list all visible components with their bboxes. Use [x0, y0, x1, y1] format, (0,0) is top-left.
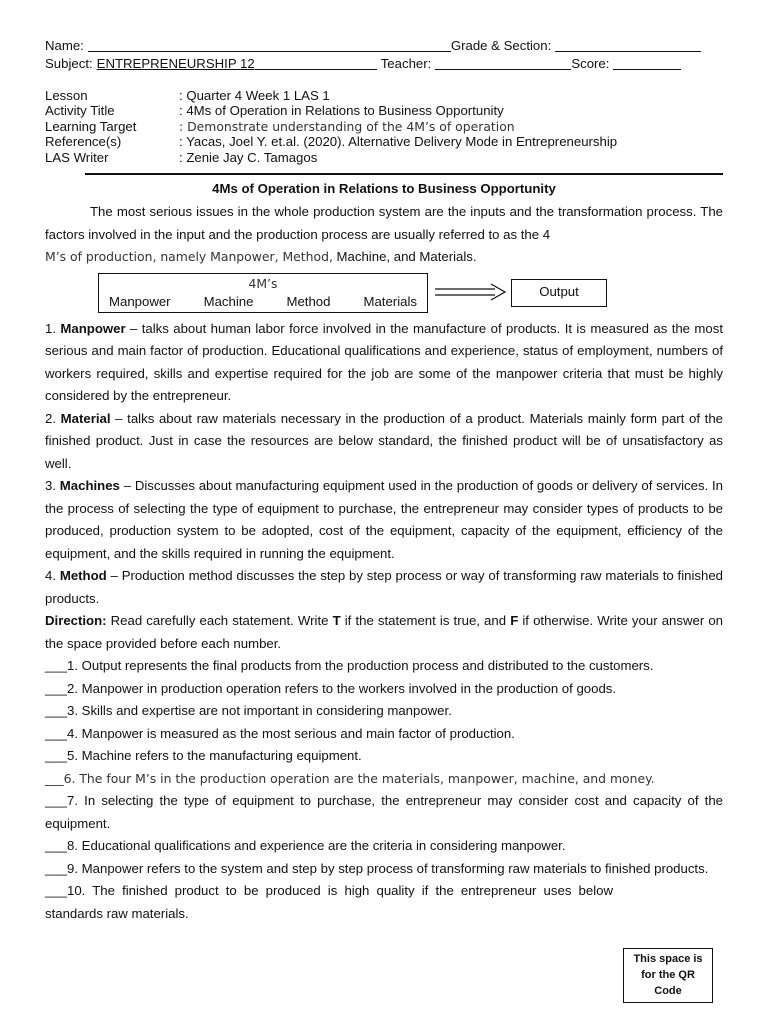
qr-note-line: for the QR: [641, 969, 695, 981]
teacher-blank[interactable]: [435, 56, 571, 70]
meta-row: [45, 119, 723, 134]
four-ms-items: [109, 294, 417, 309]
intro-text: The most serious issues in the whole production system are the inputs and the transformation process. The factors involved in the input and the production process are usually referred to as the 4: [45, 204, 723, 242]
diagram-item: Machine: [203, 293, 254, 309]
name-label: Name:: [45, 38, 84, 53]
direction-label: Direction:: [45, 613, 107, 629]
quiz-item: ___9. Manpower refers to the system and step by step process of transforming raw materials to finished products.: [45, 860, 709, 876]
header-row-name: [45, 38, 723, 54]
lesson-meta: [45, 88, 723, 165]
meta-key: Learning Target: [45, 118, 137, 134]
output-box: Output: [511, 279, 607, 307]
factor-term: Method: [59, 568, 107, 584]
factor-number: 2.: [45, 410, 56, 426]
double-arrow-icon: [435, 282, 507, 302]
intro-paragraph: [45, 201, 723, 269]
divider-rule: [85, 173, 723, 175]
direction-text: if the statement is true, and: [340, 613, 511, 629]
meta-value: : Yacas, Joel Y. et.al. (2020). Alternative Delivery Mode in Entrepreneurship: [179, 134, 618, 150]
false-letter: F: [510, 613, 519, 629]
factor-machines: [45, 475, 723, 565]
quiz-item: ___5. Machine refers to the manufacturing equipment.: [45, 748, 362, 764]
subject-value: ENTREPRENEURSHIP 12: [96, 56, 255, 71]
score-label: Score:: [571, 56, 610, 71]
qr-code-placeholder: [623, 948, 713, 1003]
factor-manpower: [45, 318, 723, 408]
meta-key: Reference(s): [45, 134, 122, 150]
meta-value: : Zenie Jay C. Tamagos: [179, 149, 318, 165]
qr-note-line: This space is: [633, 953, 703, 965]
meta-value: : Quarter 4 Week 1 LAS 1: [179, 88, 330, 103]
intro-text-end: Machine, and Materials.: [332, 249, 477, 265]
factor-text: – Production method discusses the step by step process or way of transforming raw materials to finished products.: [45, 568, 723, 606]
subject-blank[interactable]: [255, 56, 377, 70]
four-ms-diagram: [45, 272, 723, 318]
factor-text: – Discusses about manufacturing equipment used in the production of goods or delivery of services. In the process of selecting the type of equipment to purchase, the entrepreneur may consider types of products to be produced, production system to be adopted, cost of the equipment, capacity of the equipment, efficiency of the equipment, and the skills required in running the equipment.: [45, 478, 723, 561]
meta-value: : 4Ms of Operation in Relations to Business Opportunity: [179, 103, 504, 119]
meta-key: Activity Title: [45, 103, 115, 119]
factor-text: – talks about raw materials necessary in the production of a product. Materials mainly form part of the finished product. Just in case the resources are below standard, the finished product will be of unsatisfactory as well.: [45, 410, 723, 471]
quiz-item: ___6. The four M’s in the production operation are the materials, manpower, machine, and money.: [45, 770, 655, 786]
subject-label: Subject:: [45, 56, 93, 71]
diagram-item: Manpower: [109, 293, 171, 309]
intro-text-light: M’s of production, namely Manpower, Method,: [45, 249, 333, 265]
qr-note-line: Code: [654, 985, 682, 997]
meta-row: [45, 103, 723, 118]
grade-blank[interactable]: [555, 38, 701, 52]
direction-paragraph: [45, 610, 723, 655]
header-row-subject: [45, 56, 723, 72]
meta-row: [45, 134, 723, 149]
factor-number: 1.: [45, 320, 56, 336]
meta-value: : Demonstrate understanding of the 4M’s of operation: [179, 118, 515, 134]
name-blank[interactable]: [88, 38, 451, 52]
direction-text: Read carefully each statement. Write: [106, 613, 333, 629]
grade-label: Grade & Section:: [450, 38, 552, 53]
diagram-item: Materials: [363, 293, 417, 309]
worksheet-page: [45, 38, 723, 925]
four-ms-box: [98, 273, 428, 313]
quiz-item: ___8. Educational qualifications and experience are the criteria in considering manpower.: [45, 838, 566, 854]
meta-row: [45, 150, 723, 165]
quiz-item: ___2. Manpower in production operation refers to the workers involved in the production of goods.: [45, 680, 617, 696]
factor-number: 4.: [45, 568, 56, 584]
quiz-item: ___4. Manpower is measured as the most serious and main factor of production.: [45, 725, 515, 741]
section-title: 4Ms of Operation in Relations to Business Opportunity: [212, 181, 556, 197]
teacher-label: Teacher:: [380, 56, 432, 71]
score-blank[interactable]: [613, 56, 681, 70]
diagram-item: Method: [286, 293, 331, 309]
factor-number: 3.: [45, 478, 56, 494]
factor-term: Manpower: [60, 320, 126, 336]
factor-term: Machines: [59, 478, 120, 494]
factor-text: – talks about human labor force involved in the manufacture of products. It is measured as the most serious and main factor of production. Educational qualifications and experience, status of employment, numbers of workers required, skills and expertise required for the job are some of the manpower criteria that must be highly considered by the entrepreneur.: [45, 320, 723, 404]
quiz-item: ___1. Output represents the final products from the production process and distributed to the customers.: [45, 658, 654, 674]
meta-row: [45, 88, 723, 103]
meta-key: Lesson: [45, 88, 88, 103]
quiz-item: ___7. In selecting the type of equipment to purchase, the entrepreneur may consider cost and capacity of the equipment.: [45, 793, 723, 831]
meta-key: LAS Writer: [45, 149, 109, 165]
quiz-item: ___10. The finished product to be produced is high quality if the entrepreneur uses below standards raw materials.: [45, 883, 613, 921]
factor-method: [45, 565, 723, 610]
four-ms-label: 4M’s: [248, 275, 278, 291]
factor-term: Material: [60, 410, 111, 426]
direction-text: if otherwise. Write your answer on the space provided before each number.: [45, 613, 723, 651]
true-letter: T: [332, 613, 341, 629]
quiz-item: ___3. Skills and expertise are not important in considering manpower.: [45, 703, 452, 719]
factor-material: [45, 408, 723, 476]
